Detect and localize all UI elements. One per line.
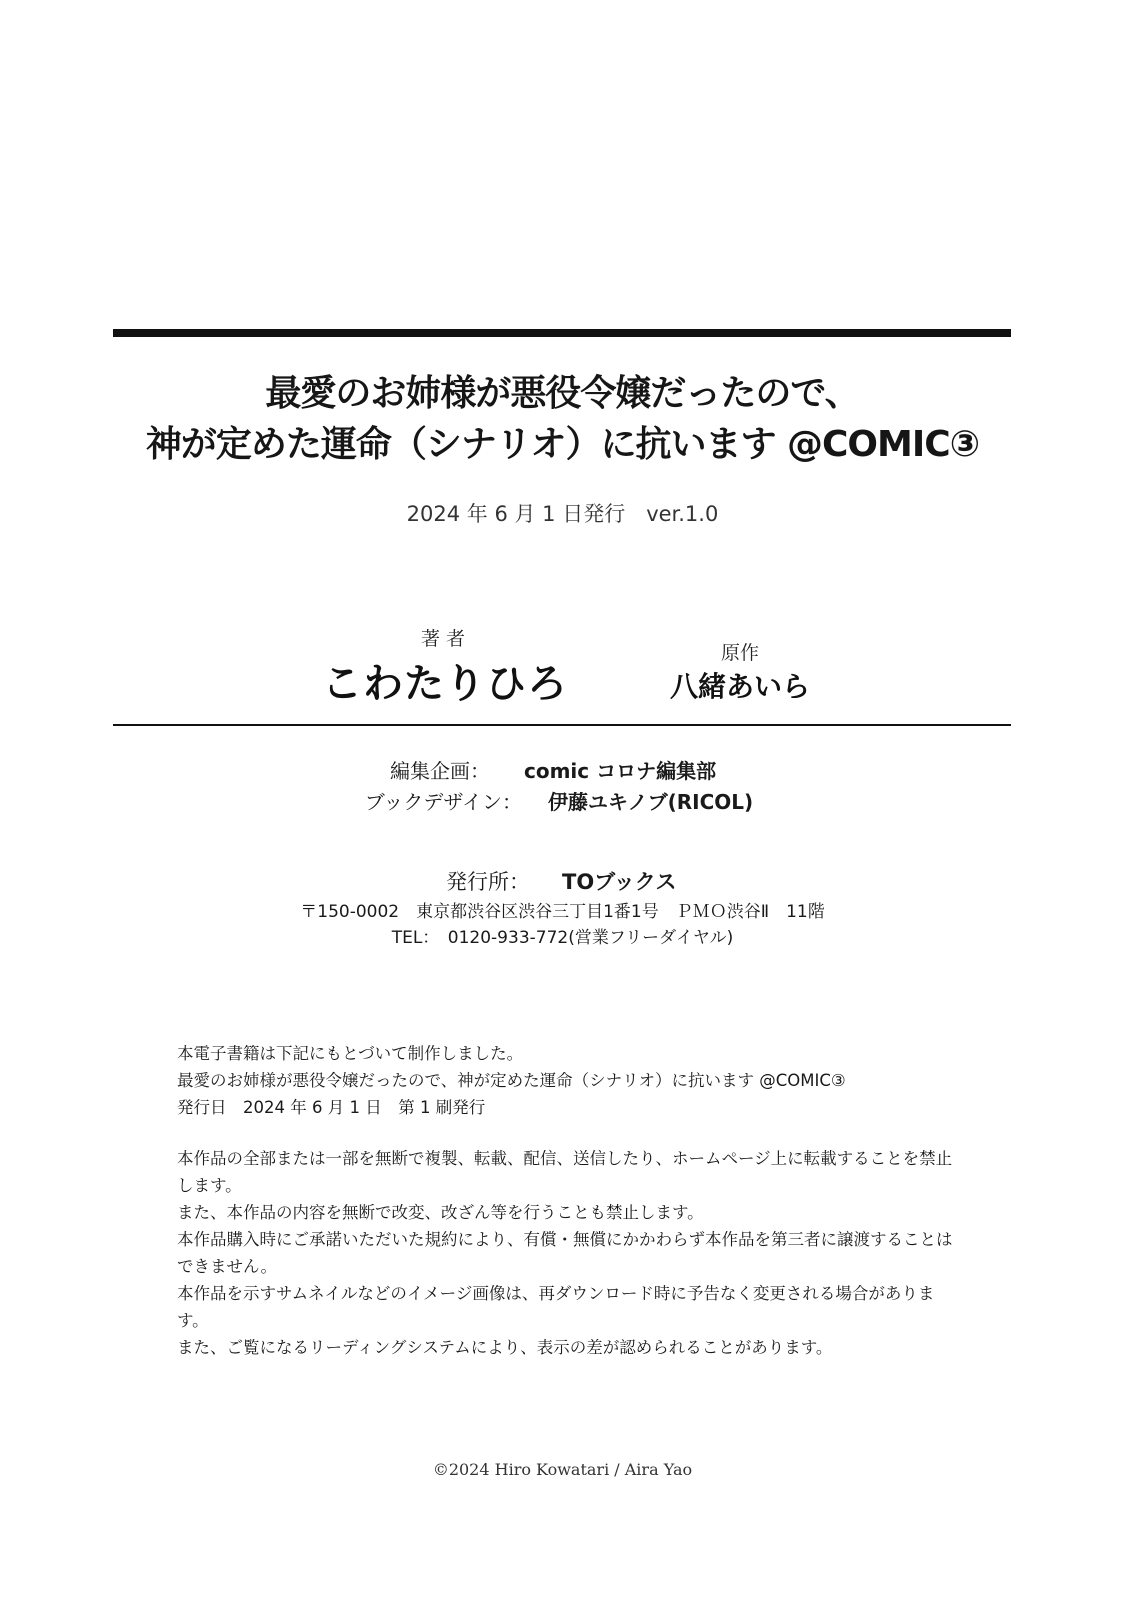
publisher-credit	[0, 866, 1125, 896]
publisher-label: 発行所：	[446, 870, 530, 894]
publisher-name: TOブックス	[562, 870, 677, 894]
design-value: 伊藤ユキノブ(RICOL)	[548, 790, 754, 814]
original-work-author: 八緒あいら	[669, 670, 810, 703]
editorial-value: comic コロナ編集部	[524, 759, 717, 783]
legal-note: 本作品を示すサムネイルなどのイメージ画像は、再ダウンロード時に予告なく変更される場合があります。	[177, 1284, 935, 1330]
copyright-notice: ©2024 Hiro Kowatari / Aira Yao	[432, 1460, 693, 1479]
legal-note: また、本作品の内容を無断で改変、改ざん等を行うことも禁止します。	[177, 1203, 704, 1222]
legal-note: 本作品購入時にご承諾いただいた規約により、有償・無償にかかわらず本作品を第三者に譲渡することはできません。	[177, 1230, 953, 1276]
publisher-tel: TEL： 0120-933-772(営業フリーダイヤル)	[391, 928, 734, 948]
book-title-line2: 神が定めた運命（シナリオ）に抗います @COMIC③	[145, 424, 980, 465]
source-title: 最愛のお姉様が悪役令嬢だったので、神が定めた運命（シナリオ）に抗います @COMIC③	[177, 1071, 846, 1090]
legal-note: 本作品の全部または一部を無断で複製、転載、配信、送信したり、ホームページ上に転載することを禁止します。	[177, 1149, 953, 1195]
author-name: こわたりひろ	[322, 661, 568, 707]
original-work-label: 原作	[720, 642, 759, 664]
author-label: 著 者	[420, 628, 466, 650]
publisher-address: 〒150-0002 東京都渋谷区渋谷三丁目1番1号 ＰＭＯ渋谷Ⅱ 11階	[300, 902, 825, 922]
legal-note: また、ご覧になるリーディングシステムにより、表示の差が認められることがあります。	[177, 1338, 833, 1357]
publication-date: 2024 年 6 月 1 日発行 ver.1.0	[406, 502, 719, 526]
editorial-credit	[0, 755, 1125, 783]
source-intro: 本電子書籍は下記にもとづいて制作しました。	[177, 1044, 524, 1063]
design-credit	[0, 786, 1125, 814]
ebook-notes	[177, 1040, 957, 1361]
thin-divider	[113, 724, 1011, 726]
source-date: 発行日 2024 年 6 月 1 日 第 1 刷発行	[177, 1098, 486, 1117]
design-label: ブックデザイン：	[364, 790, 522, 814]
book-title-line1: 最愛のお姉様が悪役令嬢だったので、	[265, 373, 860, 414]
editorial-label: 編集企画：	[390, 759, 490, 783]
thick-divider	[113, 329, 1011, 337]
